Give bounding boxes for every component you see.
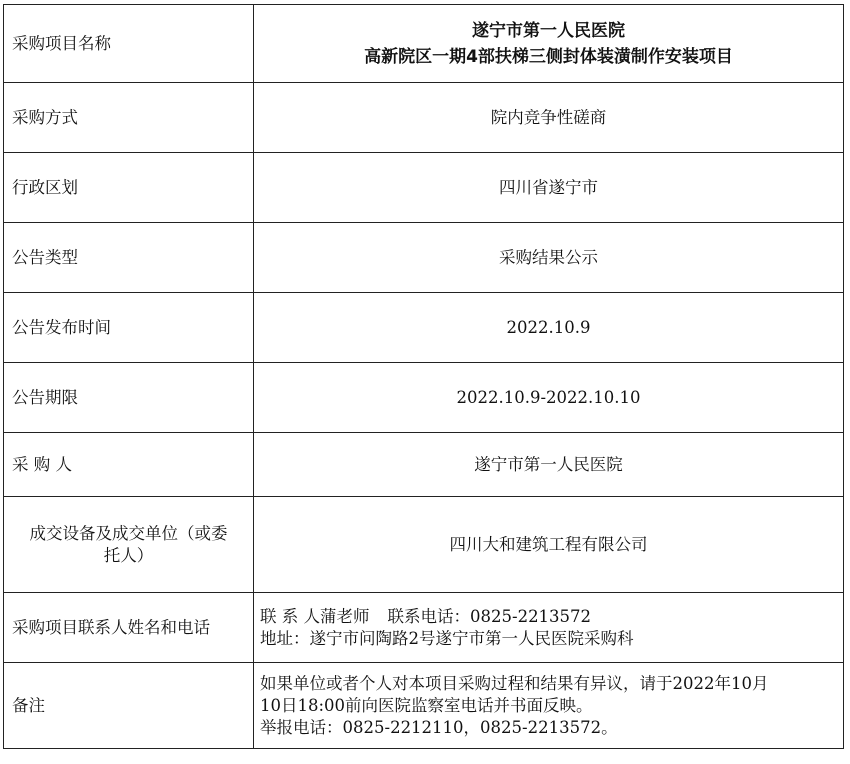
contact-address: 地址：遂宁市问陶路2号遂宁市第一人民医院采购科	[260, 628, 634, 648]
row-remarks	[4, 663, 844, 749]
publish-time-value: 2022.10.9	[254, 293, 844, 363]
project-name-line1: 遂宁市第一人民医院	[472, 20, 625, 41]
remarks-line2: 10日18:00前向医院监察室电话并书面反映。	[260, 695, 593, 715]
contact-label: 采购项目联系人姓名和电话	[4, 593, 254, 663]
row-method	[4, 83, 844, 153]
period-label: 公告期限	[4, 363, 254, 433]
method-label: 采购方式	[4, 83, 254, 153]
procurement-result-table	[3, 4, 844, 749]
remarks-value	[254, 663, 844, 749]
period-value: 2022.10.9-2022.10.10	[254, 363, 844, 433]
publish-time-label: 公告发布时间	[4, 293, 254, 363]
row-winner	[4, 497, 844, 593]
winner-label-line2: 托人）	[103, 545, 154, 565]
row-publish-time	[4, 293, 844, 363]
remarks-label: 备注	[4, 663, 254, 749]
project-name-line2: 高新院区一期4部扶梯三侧封体装潢制作安装项目	[364, 46, 733, 67]
project-name-label: 采购项目名称	[4, 5, 254, 83]
region-label: 行政区划	[4, 153, 254, 223]
row-project-name	[4, 5, 844, 83]
notice-type-value: 采购结果公示	[254, 223, 844, 293]
winner-value: 四川大和建筑工程有限公司	[254, 497, 844, 593]
remarks-line1: 如果单位或者个人对本项目采购过程和结果有异议，请于2022年10月	[260, 673, 769, 693]
winner-label	[4, 497, 254, 593]
notice-type-label: 公告类型	[4, 223, 254, 293]
method-value: 院内竞争性磋商	[254, 83, 844, 153]
winner-label-line1: 成交设备及成交单位（或委	[29, 523, 228, 543]
purchaser-label: 采 购 人	[4, 433, 254, 497]
row-purchaser	[4, 433, 844, 497]
contact-phone: 联系电话：0825-2213572	[387, 606, 592, 626]
purchaser-value: 遂宁市第一人民医院	[254, 433, 844, 497]
row-notice-type	[4, 223, 844, 293]
remarks-line3: 举报电话：0825-2212110，0825-2213572。	[260, 717, 618, 737]
contact-value	[254, 593, 844, 663]
row-period	[4, 363, 844, 433]
contact-line1	[260, 606, 839, 628]
row-region	[4, 153, 844, 223]
project-name-value	[254, 5, 844, 83]
region-value: 四川省遂宁市	[254, 153, 844, 223]
row-contact	[4, 593, 844, 663]
contact-person: 联 系 人蒲老师	[260, 606, 370, 626]
